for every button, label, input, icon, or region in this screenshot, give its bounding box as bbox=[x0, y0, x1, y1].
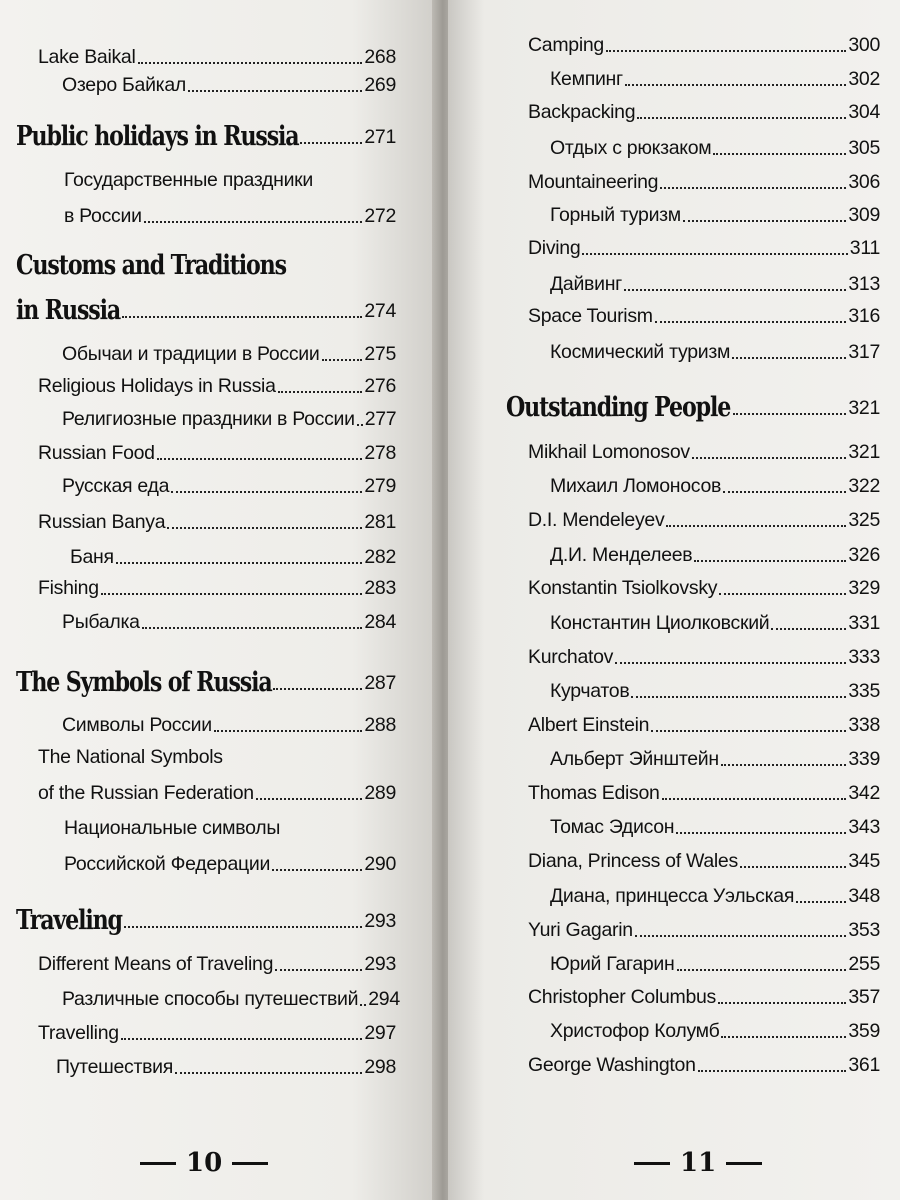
dot-leader bbox=[275, 969, 362, 971]
dot-leader bbox=[138, 62, 363, 64]
section-heading: Outstanding People bbox=[506, 392, 731, 423]
toc-entry[interactable] bbox=[550, 747, 880, 771]
toc-page-number: 329 bbox=[848, 577, 880, 599]
toc-section-entry[interactable] bbox=[16, 295, 396, 326]
toc-entry[interactable] bbox=[528, 170, 880, 194]
toc-entry-title: в России bbox=[64, 205, 142, 227]
toc-entry-title: Различные способы путешествий bbox=[62, 988, 359, 1010]
dot-leader bbox=[637, 117, 846, 119]
toc-entry[interactable] bbox=[64, 204, 396, 228]
toc-entry-title: Yuri Gagarin bbox=[528, 919, 633, 941]
dot-leader bbox=[698, 1070, 847, 1072]
toc-page-number: 311 bbox=[849, 237, 880, 259]
toc-entry[interactable] bbox=[528, 508, 880, 532]
dot-leader bbox=[635, 935, 847, 937]
dot-leader bbox=[677, 969, 847, 971]
toc-entry-title: Fishing bbox=[38, 577, 99, 599]
toc-page-number: 283 bbox=[364, 577, 396, 599]
toc-page-number: 304 bbox=[848, 101, 880, 123]
toc-entry[interactable] bbox=[528, 100, 880, 124]
toc-entry[interactable] bbox=[550, 815, 880, 839]
toc-entry[interactable] bbox=[550, 67, 880, 91]
toc-page-number: 302 bbox=[848, 68, 880, 90]
toc-section-entry[interactable] bbox=[16, 905, 396, 936]
toc-entry[interactable] bbox=[38, 952, 396, 976]
table-of-contents-left bbox=[0, 0, 440, 1200]
section-heading: Public holidays in Russia bbox=[16, 121, 299, 152]
toc-page-number: 338 bbox=[848, 714, 880, 736]
toc-page-number: 293 bbox=[364, 953, 396, 975]
toc-page-number: 294 bbox=[368, 988, 400, 1010]
toc-entry[interactable] bbox=[550, 272, 880, 296]
dot-leader bbox=[144, 221, 363, 223]
toc-page-number: 309 bbox=[848, 204, 880, 226]
toc-entry-title: Thomas Edison bbox=[528, 782, 660, 804]
toc-entry-title: Государственные праздники bbox=[64, 169, 314, 191]
dot-leader bbox=[606, 50, 846, 52]
toc-entry-title: of the Russian Federation bbox=[38, 782, 254, 804]
toc-page-number: 333 bbox=[848, 646, 880, 668]
toc-entry-title: Юрий Гагарин bbox=[550, 953, 675, 975]
toc-page-number: 282 bbox=[364, 546, 396, 568]
toc-entry[interactable] bbox=[550, 136, 880, 160]
toc-entry[interactable] bbox=[528, 236, 880, 260]
toc-page-number: 342 bbox=[848, 782, 880, 804]
dot-leader bbox=[740, 866, 846, 868]
toc-entry-title: Курчатов bbox=[550, 680, 630, 702]
dot-leader bbox=[122, 316, 362, 318]
dot-leader bbox=[719, 593, 846, 595]
toc-page-number: 325 bbox=[848, 509, 880, 531]
toc-entry[interactable] bbox=[62, 610, 396, 634]
toc-page-number: 359 bbox=[848, 1020, 880, 1042]
toc-entry-title: Russian Food bbox=[38, 442, 155, 464]
toc-entry[interactable] bbox=[38, 781, 396, 805]
toc-entry-title: Обычаи и традиции в России bbox=[62, 343, 320, 365]
dot-leader bbox=[771, 628, 846, 630]
dot-leader bbox=[116, 562, 363, 564]
dot-leader bbox=[732, 357, 846, 359]
toc-entry-title: Путешествия bbox=[56, 1056, 174, 1078]
toc-section-entry[interactable] bbox=[506, 392, 880, 423]
toc-page-number: 281 bbox=[364, 511, 396, 533]
toc-entry-title: Lake Baikal bbox=[38, 46, 136, 68]
toc-entry[interactable] bbox=[528, 33, 880, 57]
toc-entry-title: Christopher Columbus bbox=[528, 986, 717, 1008]
toc-entry-title: Баня bbox=[70, 546, 114, 568]
toc-page-number: 339 bbox=[848, 748, 880, 770]
toc-entry-title: Томас Эдисон bbox=[550, 816, 675, 838]
dot-leader bbox=[278, 391, 363, 393]
toc-entry[interactable] bbox=[528, 985, 880, 1009]
toc-entry[interactable] bbox=[64, 852, 396, 876]
dot-leader bbox=[655, 321, 847, 323]
toc-entry-title: Космический туризм bbox=[550, 341, 731, 363]
dot-leader bbox=[142, 627, 363, 629]
toc-entry-title: Religious Holidays in Russia bbox=[38, 375, 276, 397]
right-page bbox=[448, 0, 900, 1200]
toc-page-number: 274 bbox=[364, 300, 396, 322]
section-heading: Traveling bbox=[16, 905, 122, 936]
toc-page-number: 322 bbox=[848, 475, 880, 497]
toc-page-number: 317 bbox=[848, 341, 880, 363]
toc-entry[interactable] bbox=[62, 73, 396, 97]
toc-entry-title: Символы России bbox=[62, 714, 212, 736]
toc-page-number: 361 bbox=[848, 1054, 880, 1076]
toc-page-number: 300 bbox=[848, 34, 880, 56]
toc-entry-title: Озеро Байкал bbox=[62, 74, 186, 96]
dot-leader bbox=[214, 730, 363, 732]
dot-leader bbox=[360, 1004, 366, 1006]
toc-page-number: 316 bbox=[848, 305, 880, 327]
toc-page-number: 313 bbox=[848, 273, 880, 295]
toc-entry-title: Diana, Princess of Wales bbox=[528, 850, 738, 872]
dot-leader bbox=[660, 187, 846, 189]
toc-page-number: 289 bbox=[364, 782, 396, 804]
dot-leader bbox=[692, 457, 847, 459]
toc-page-number: 321 bbox=[848, 441, 880, 463]
toc-page-number: 326 bbox=[848, 544, 880, 566]
toc-entry[interactable] bbox=[38, 441, 396, 465]
dot-leader bbox=[631, 696, 846, 698]
toc-entry-title: Константин Циолковский bbox=[550, 612, 770, 634]
toc-page-number: 268 bbox=[364, 46, 396, 68]
toc-entry[interactable] bbox=[62, 342, 396, 366]
toc-page-number: 255 bbox=[848, 953, 880, 975]
dot-leader bbox=[101, 593, 363, 595]
dot-leader bbox=[662, 798, 847, 800]
page-number: 11 bbox=[680, 1148, 717, 1178]
dot-leader bbox=[721, 764, 847, 766]
toc-entry[interactable] bbox=[550, 884, 880, 908]
dot-leader bbox=[272, 869, 362, 871]
toc-entry-title: Mikhail Lomonosov bbox=[528, 441, 690, 463]
toc-entry[interactable] bbox=[550, 543, 880, 567]
toc-page-number: 269 bbox=[364, 74, 396, 96]
toc-page-number: 288 bbox=[364, 714, 396, 736]
toc-entry-title: Отдых с рюкзаком bbox=[550, 137, 712, 159]
toc-entry-title: Camping bbox=[528, 34, 604, 56]
toc-entry[interactable] bbox=[528, 645, 880, 669]
toc-page-number: 276 bbox=[364, 375, 396, 397]
dot-leader bbox=[651, 730, 846, 732]
toc-entry-title: Дайвинг bbox=[550, 273, 622, 295]
dot-leader bbox=[171, 491, 362, 493]
toc-page-number: 306 bbox=[848, 171, 880, 193]
toc-entry[interactable] bbox=[528, 440, 880, 464]
dot-leader bbox=[357, 424, 363, 426]
toc-entry-title: Христофор Колумб bbox=[550, 1020, 720, 1042]
toc-entry[interactable] bbox=[550, 474, 880, 498]
toc-entry-title: Albert Einstein bbox=[528, 714, 650, 736]
toc-entry[interactable] bbox=[550, 340, 880, 364]
toc-entry[interactable] bbox=[550, 611, 880, 635]
toc-entry[interactable] bbox=[62, 407, 396, 431]
toc-entry[interactable] bbox=[528, 918, 880, 942]
toc-entry-title: Михаил Ломоносов bbox=[550, 475, 722, 497]
toc-entry[interactable] bbox=[38, 1021, 396, 1045]
toc-entry-title: Travelling bbox=[38, 1022, 119, 1044]
dot-leader bbox=[625, 84, 847, 86]
dot-leader bbox=[322, 359, 363, 361]
toc-entry-title: Религиозные праздники в России bbox=[62, 408, 355, 430]
page-number-left bbox=[140, 1148, 268, 1178]
toc-entry-title: Kurchatov bbox=[528, 646, 614, 668]
toc-entry-title: Рыбалка bbox=[62, 611, 140, 633]
toc-entry[interactable] bbox=[550, 952, 880, 976]
toc-page-number: 321 bbox=[848, 397, 880, 419]
dot-leader bbox=[273, 688, 362, 690]
toc-page-number: 278 bbox=[364, 442, 396, 464]
dot-leader bbox=[300, 142, 362, 144]
dot-leader bbox=[256, 798, 363, 800]
toc-page-number: 335 bbox=[848, 680, 880, 702]
dot-leader bbox=[683, 220, 846, 222]
toc-entry[interactable] bbox=[70, 545, 396, 569]
dot-leader bbox=[796, 901, 846, 903]
toc-entry-title: Русская еда bbox=[62, 475, 170, 497]
toc-entry[interactable] bbox=[38, 374, 396, 398]
section-heading: The Symbols of Russia bbox=[16, 667, 272, 698]
toc-entry-title: Diving bbox=[528, 237, 581, 259]
dot-leader bbox=[175, 1072, 362, 1074]
section-heading: Customs and Traditions bbox=[16, 250, 286, 281]
dot-leader bbox=[676, 832, 846, 834]
toc-entry-title: Space Tourism bbox=[528, 305, 653, 327]
toc-entry[interactable] bbox=[550, 203, 880, 227]
toc-entry[interactable] bbox=[528, 1053, 880, 1077]
toc-entry[interactable] bbox=[62, 474, 396, 498]
toc-page-number: 348 bbox=[848, 885, 880, 907]
toc-entry-title: Альберт Эйнштейн bbox=[550, 748, 719, 770]
toc-page-number: 298 bbox=[364, 1056, 396, 1078]
toc-entry-title: Диана, принцесса Уэльская bbox=[550, 885, 795, 907]
dot-leader bbox=[694, 560, 846, 562]
toc-entry-title: Mountaineering bbox=[528, 171, 659, 193]
toc-entry[interactable] bbox=[62, 987, 400, 1011]
toc-entry[interactable] bbox=[528, 781, 880, 805]
toc-entry[interactable] bbox=[528, 713, 880, 737]
toc-page-number: 343 bbox=[848, 816, 880, 838]
dot-leader bbox=[666, 525, 846, 527]
dot-leader bbox=[624, 289, 846, 291]
toc-page-number: 293 bbox=[364, 910, 396, 932]
toc-entry-title: George Washington bbox=[528, 1054, 696, 1076]
toc-page-number: 290 bbox=[364, 853, 396, 875]
toc-entry[interactable] bbox=[528, 576, 880, 600]
toc-page-number: 305 bbox=[848, 137, 880, 159]
toc-entry-title: Российской Федерации bbox=[64, 853, 271, 875]
dot-leader bbox=[157, 458, 363, 460]
toc-page-number: 277 bbox=[364, 408, 397, 430]
dot-leader bbox=[582, 253, 847, 255]
toc-entry-title: Кемпинг bbox=[550, 68, 623, 90]
toc-entry[interactable] bbox=[62, 713, 396, 737]
dot-leader bbox=[723, 491, 846, 493]
section-heading: in Russia bbox=[16, 295, 121, 326]
page-number: 10 bbox=[186, 1148, 223, 1178]
dot-leader bbox=[718, 1002, 846, 1004]
toc-page-number: 345 bbox=[848, 850, 880, 872]
toc-page-number: 272 bbox=[364, 205, 396, 227]
toc-page-number: 331 bbox=[848, 612, 880, 634]
toc-entry[interactable] bbox=[528, 849, 880, 873]
left-page bbox=[0, 0, 440, 1200]
dot-leader bbox=[188, 90, 362, 92]
toc-page-number: 353 bbox=[848, 919, 880, 941]
table-of-contents-right bbox=[448, 0, 900, 1200]
toc-entry[interactable] bbox=[38, 45, 396, 69]
toc-entry-title: Backpacking bbox=[528, 101, 636, 123]
toc-page-number: 287 bbox=[364, 672, 396, 694]
dot-leader bbox=[121, 1038, 363, 1040]
toc-entry[interactable] bbox=[550, 1019, 880, 1043]
toc-entry-title: D.I. Mendeleyev bbox=[528, 509, 665, 531]
dot-leader bbox=[615, 662, 846, 664]
toc-entry-title: Национальные символы bbox=[64, 817, 281, 839]
toc-entry-title: The National Symbols bbox=[38, 746, 223, 768]
dot-leader bbox=[124, 926, 362, 928]
toc-entry-title: Д.И. Менделеев bbox=[550, 544, 693, 566]
toc-entry-title: Russian Banya bbox=[38, 511, 166, 533]
toc-entry-title: Different Means of Traveling bbox=[38, 953, 274, 975]
toc-page-number: 275 bbox=[364, 343, 396, 365]
toc-section-entry[interactable] bbox=[16, 121, 396, 152]
toc-page-number: 297 bbox=[364, 1022, 396, 1044]
toc-entry[interactable] bbox=[528, 304, 880, 328]
page-number-right bbox=[634, 1148, 762, 1178]
dot-leader bbox=[713, 153, 846, 155]
toc-page-number: 279 bbox=[364, 475, 396, 497]
toc-page-number: 271 bbox=[364, 126, 396, 148]
dot-leader bbox=[721, 1036, 846, 1038]
toc-entry[interactable] bbox=[56, 1055, 396, 1079]
toc-section-entry[interactable] bbox=[16, 667, 396, 698]
toc-page-number: 284 bbox=[364, 611, 396, 633]
toc-page-number: 357 bbox=[848, 986, 880, 1008]
toc-entry[interactable] bbox=[38, 510, 396, 534]
toc-entry[interactable] bbox=[550, 679, 880, 703]
toc-entry[interactable] bbox=[38, 576, 396, 600]
dot-leader bbox=[167, 527, 362, 529]
toc-entry-title: Горный туризм bbox=[550, 204, 681, 226]
toc-entry-title: Konstantin Tsiolkovsky bbox=[528, 577, 718, 599]
dot-leader bbox=[733, 413, 847, 415]
